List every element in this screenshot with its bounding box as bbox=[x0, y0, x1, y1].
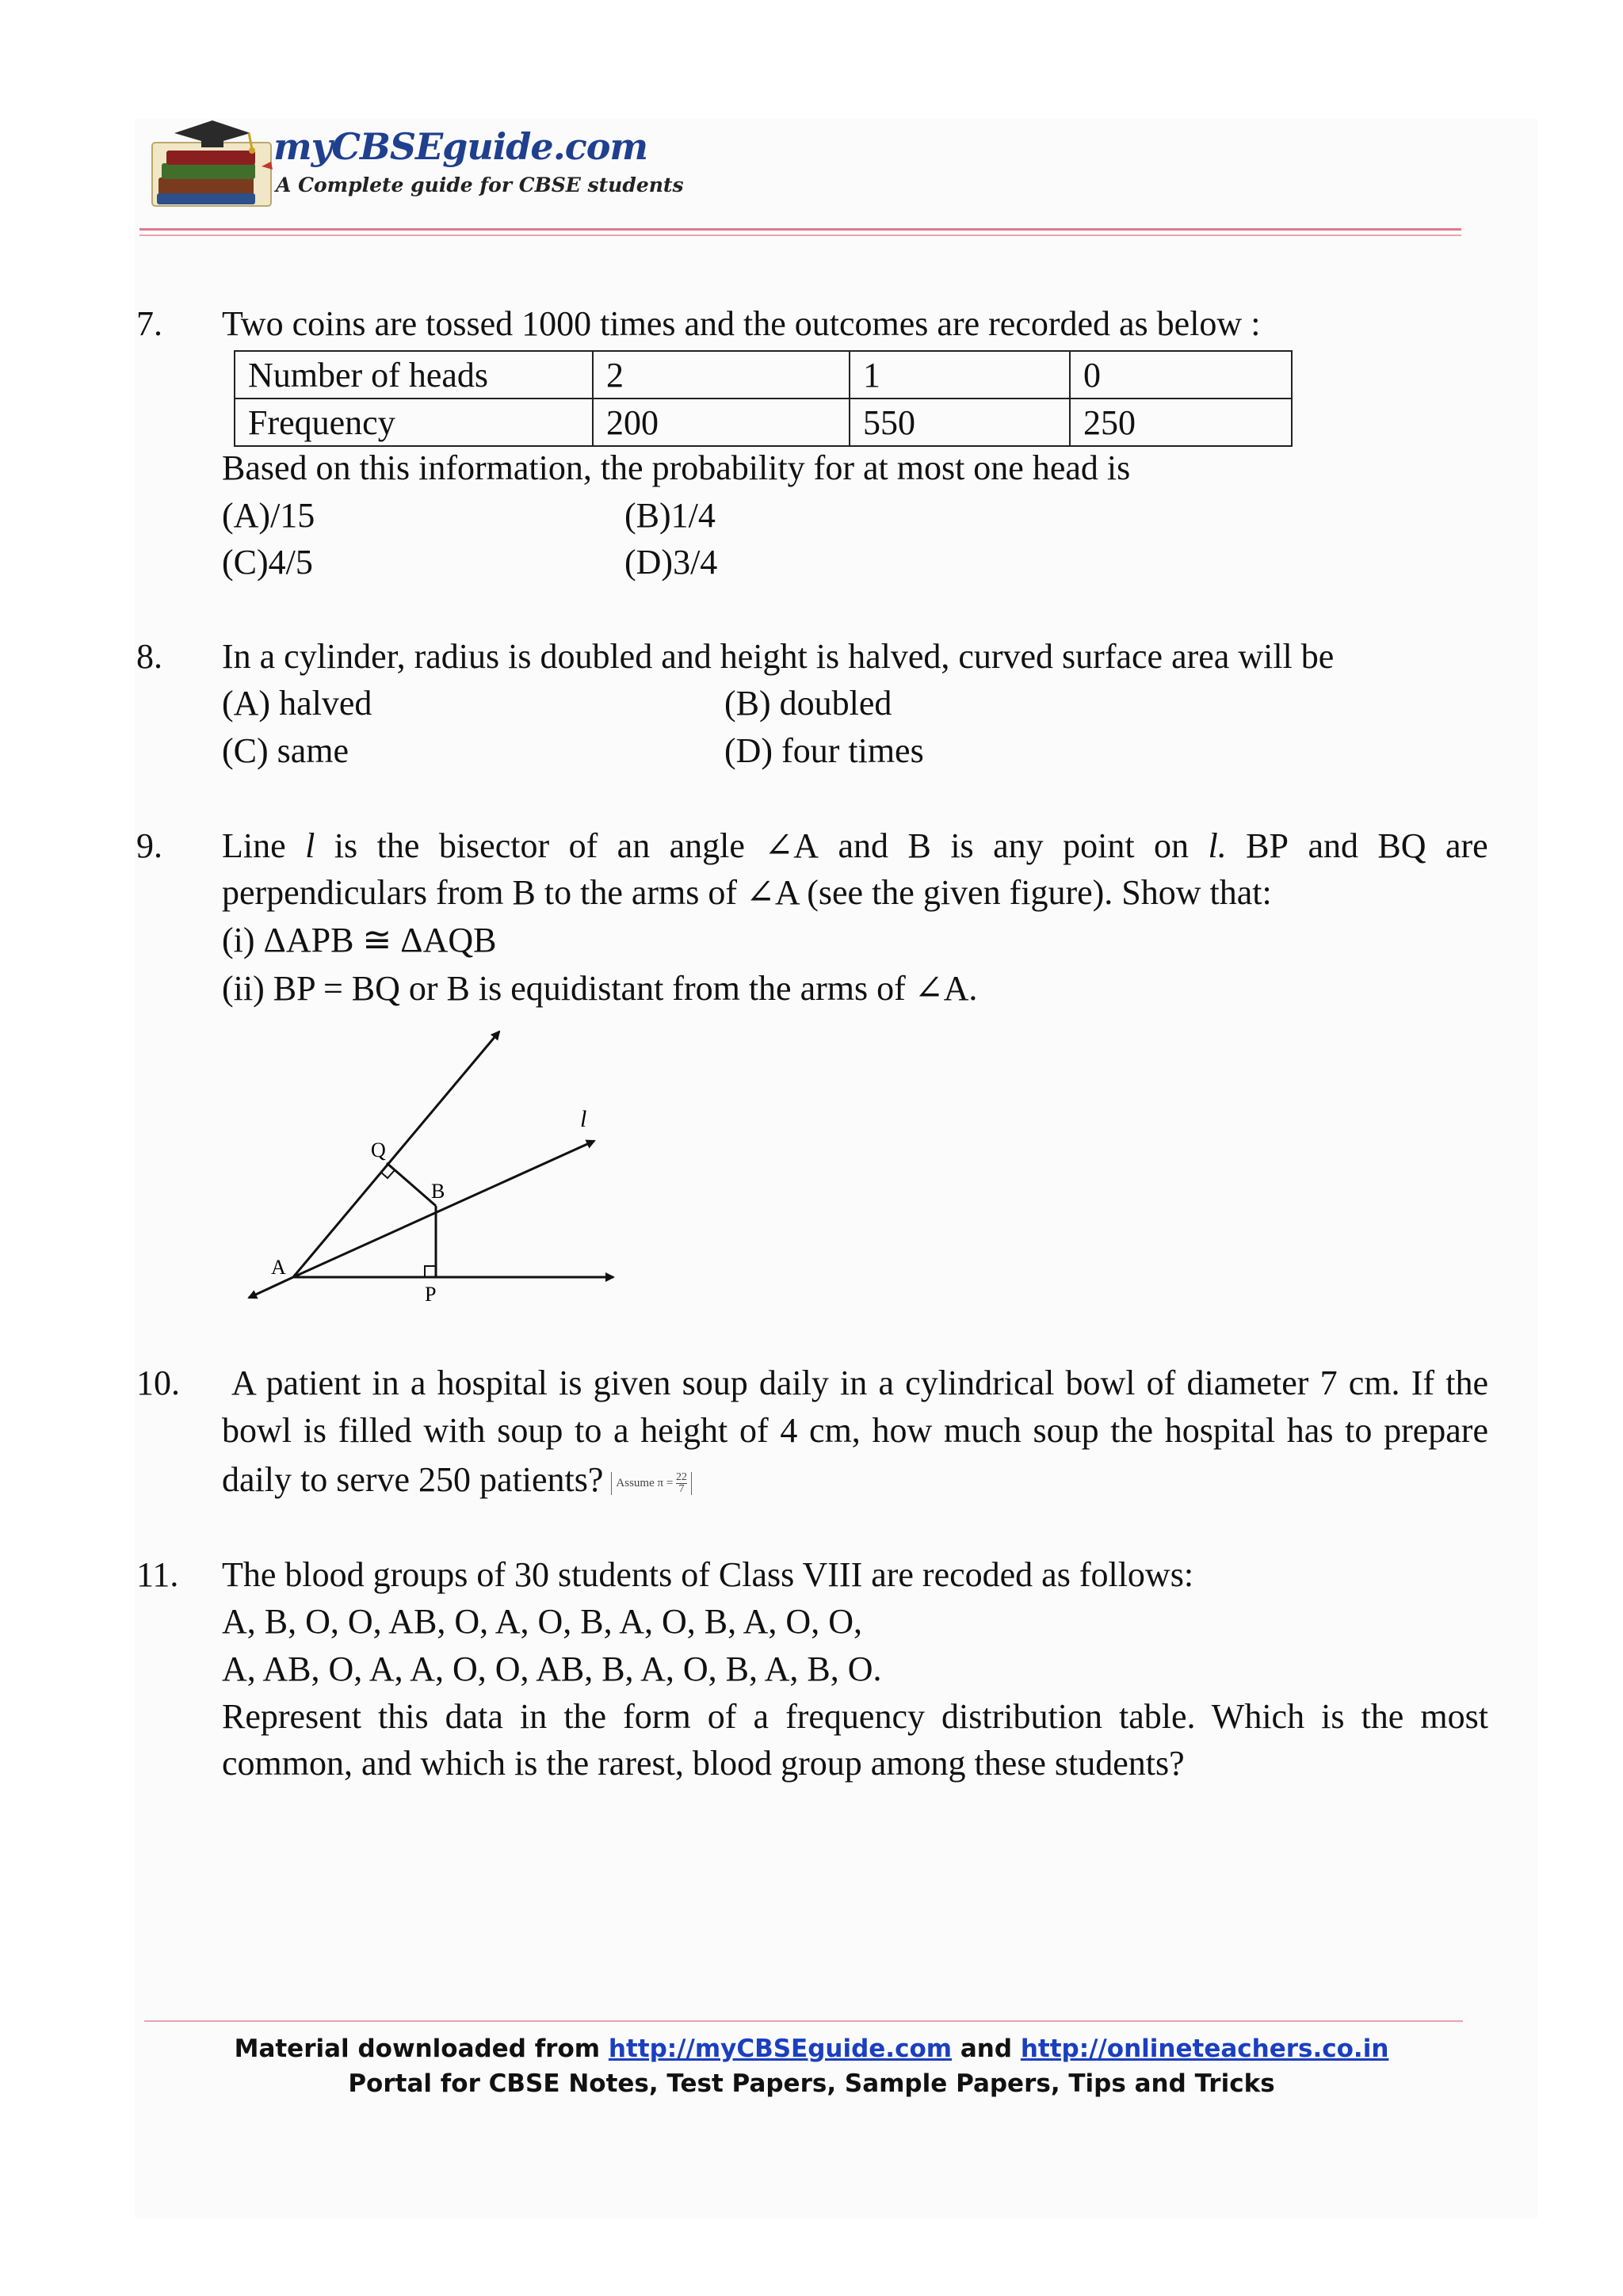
question-7-text: Two coins are tossed 1000 times and the outcomes are recorded as below : bbox=[222, 304, 1261, 343]
question-7-number: 7. bbox=[136, 304, 162, 343]
word: is bbox=[334, 826, 358, 865]
word: Line bbox=[222, 826, 286, 865]
pi-denominator: 7 bbox=[678, 1483, 685, 1496]
table-cell: 550 bbox=[850, 399, 1070, 446]
question-7-prompt: Based on this information, the probability for at most one head is bbox=[222, 448, 1131, 487]
table-cell: Frequency bbox=[235, 399, 593, 446]
question-11-number: 11. bbox=[136, 1555, 179, 1594]
question-11-line-3: A, AB, O, A, A, O, O, AB, B, A, O, B, A, B, O. bbox=[222, 1650, 882, 1688]
question-10-line-3 bbox=[222, 1459, 692, 1500]
logo-tagline: A Complete guide for CBSE students bbox=[276, 174, 684, 196]
question-10-line-1: A patient in a hospital is given soup daily in a cylindrical bowl of diameter 7 cm. If the bbox=[231, 1363, 1488, 1402]
header-rule-secondary bbox=[139, 235, 1461, 236]
mycbseguide-link[interactable]: http://myCBSEguide.com bbox=[608, 2035, 953, 2063]
question-11-line-4: Represent this data in the form of a frequency distribution table. Which is the most bbox=[222, 1697, 1488, 1736]
question-9-part-ii: (ii) BP = BQ or B is equidistant from the arms of ∠A. bbox=[222, 969, 978, 1008]
word: point bbox=[1063, 826, 1135, 865]
pi-note-prefix: Assume π = bbox=[616, 1477, 674, 1489]
footer-line-2: Portal for CBSE Notes, Test Papers, Sample Papers, Tips and Tricks bbox=[348, 2069, 1275, 2098]
question-7-option-c: (C)4/5 bbox=[222, 543, 313, 582]
word: is bbox=[950, 826, 974, 865]
question-8-option-c: (C) same bbox=[222, 731, 349, 770]
figure-label-q: Q bbox=[371, 1138, 386, 1161]
footer-line-1 bbox=[0, 2035, 1623, 2063]
question-8-option-a: (A) halved bbox=[222, 684, 372, 723]
question-8-text: In a cylinder, radius is doubled and height is halved, curved surface area will be bbox=[222, 637, 1335, 676]
question-7-option-d: (D)3/4 bbox=[624, 543, 718, 582]
table-cell: 250 bbox=[1070, 399, 1292, 446]
question-11-line-1: The blood groups of 30 students of Class VIII are recoded as follows: bbox=[222, 1555, 1194, 1594]
table-cell: 200 bbox=[593, 399, 850, 446]
pi-assumption-note bbox=[611, 1472, 692, 1495]
word: are bbox=[1445, 826, 1488, 865]
table-cell: 1 bbox=[850, 351, 1070, 399]
question-11-line-5: common, and which is the rarest, blood group among these students? bbox=[222, 1744, 1185, 1783]
word: and bbox=[1308, 826, 1358, 865]
table-row bbox=[235, 399, 1292, 446]
footer-prefix: Material downloaded from bbox=[234, 2035, 601, 2063]
logo-title: myCBSEguide.com bbox=[273, 125, 648, 168]
figure-label-b: B bbox=[431, 1180, 445, 1203]
word: B bbox=[907, 826, 931, 865]
figure-label-p: P bbox=[425, 1283, 437, 1306]
table-cell: Number of heads bbox=[235, 351, 593, 399]
word: bisector bbox=[438, 826, 550, 865]
question-9-number: 9. bbox=[136, 826, 162, 865]
table-cell: 0 bbox=[1070, 351, 1292, 399]
word: of bbox=[568, 826, 598, 865]
question-8-number: 8. bbox=[136, 637, 162, 676]
footer-and: and bbox=[960, 2035, 1013, 2063]
question-10-number: 10. bbox=[136, 1363, 180, 1402]
word: the bbox=[376, 826, 420, 865]
table-cell: 2 bbox=[593, 351, 850, 399]
header-rule bbox=[139, 228, 1461, 231]
footer-rule bbox=[144, 2020, 1463, 2022]
word: BP bbox=[1246, 826, 1289, 865]
figure-label-l: l bbox=[580, 1106, 587, 1132]
question-7-option-b: (B)1/4 bbox=[624, 496, 716, 535]
question-9-line-2: perpendiculars from B to the arms of ∠A (see the given figure). Show that: bbox=[222, 873, 1272, 912]
word: angle bbox=[669, 826, 745, 865]
word: l bbox=[305, 826, 315, 865]
question-9-line-1 bbox=[222, 826, 1488, 866]
word: on bbox=[1154, 826, 1190, 865]
question-10-line-2: bowl is filled with soup to a height of 4 cm, how much soup the hospital has to prepare bbox=[222, 1411, 1488, 1450]
question-8-option-b: (B) doubled bbox=[724, 684, 892, 723]
word: ∠A bbox=[764, 826, 819, 865]
word: any bbox=[993, 826, 1044, 865]
word: BQ bbox=[1377, 826, 1426, 865]
word: and bbox=[838, 826, 889, 865]
question-7-option-a: (A)/15 bbox=[222, 496, 315, 535]
question-9-part-i: (i) ΔAPB ≅ ΔAQB bbox=[222, 921, 497, 959]
question-10-line-3-text: daily to serve 250 patients? bbox=[222, 1460, 604, 1499]
onlineteachers-link[interactable]: http://onlineteachers.co.in bbox=[1020, 2035, 1389, 2063]
angle-bisector-figure bbox=[230, 1022, 642, 1315]
question-8-option-d: (D) four times bbox=[724, 731, 924, 770]
pi-numerator: 22 bbox=[676, 1471, 688, 1484]
figure-label-a: A bbox=[271, 1256, 286, 1279]
frequency-table bbox=[234, 350, 1293, 447]
word: an bbox=[617, 826, 651, 865]
word: l. bbox=[1208, 826, 1227, 865]
table-row bbox=[235, 351, 1292, 399]
question-11-line-2: A, B, O, O, AB, O, A, O, B, A, O, B, A, O, O, bbox=[222, 1602, 862, 1641]
pi-fraction bbox=[676, 1472, 687, 1495]
